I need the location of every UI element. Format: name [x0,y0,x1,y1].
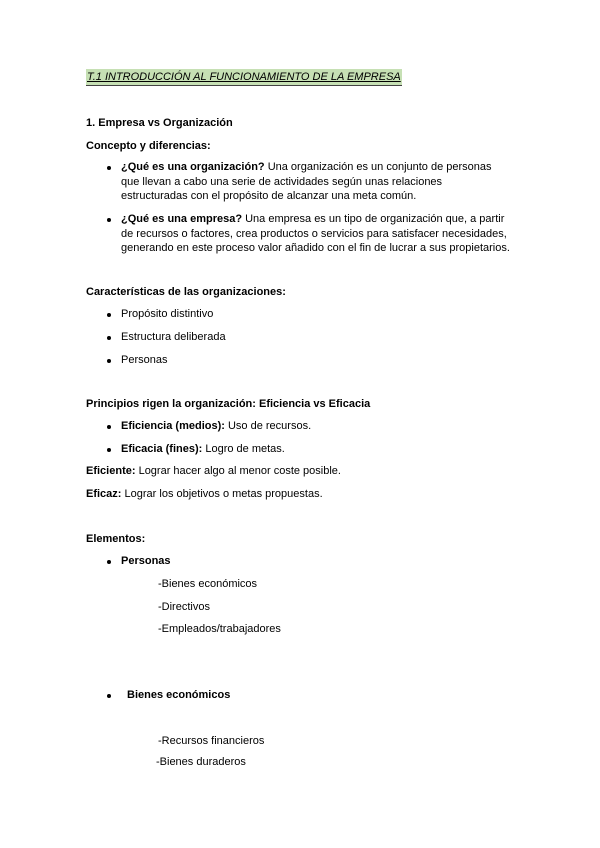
list-item: Propósito distintivo [121,308,214,320]
list-item-company: ¿Qué es una empresa? Una empresa es un tipo de organización que, a partir de recursos o factores, crea productos o servicios para satisfacer necesidades, generando en este proceso valor añadido con el fin de lucrar a sus propietarios. [121,213,510,254]
subheading-characteristics: Características de las organizaciones: [86,286,286,298]
list-item: Personas [121,354,168,366]
subheading-principles: Principios rigen la organización: Eficiencia vs Eficacia [86,398,371,410]
bullet-icon [107,336,111,340]
document-title: T.1 INTRODUCCIÓN AL FUNCIONAMIENTO DE LA EMPRESA [86,69,402,86]
bullet-icon [107,560,111,564]
term: ¿Qué es una organización? [121,161,265,173]
bullet-icon [107,694,111,698]
bullet-icon [107,359,111,363]
definition-efficient: Eficiente: Lograr hacer algo al menor coste posible. [86,465,341,477]
section-heading: 1. Empresa vs Organización [86,117,233,129]
list-item-efficacy: Eficacia (fines): Logro de metas. [121,443,285,455]
definition-effective: Eficaz: Lograr los objetivos o metas propuestas. [86,488,323,500]
bullet-icon [107,448,111,452]
sub-item: -Recursos financieros [158,735,265,747]
element-group-label: Personas [121,555,171,567]
element-group-label: Bienes económicos [127,689,231,701]
sub-item: -Bienes duraderos [156,756,246,768]
bullet-icon [107,218,111,222]
sub-item: -Empleados/trabajadores [158,623,281,635]
list-item-organization: ¿Qué es una organización? Una organización es un conjunto de personas que llevan a cabo una serie de actividades según unas relaciones estructuradas con el propósito de alcanzar una meta común. [121,161,492,202]
subheading-concepts: Concepto y diferencias: [86,140,211,152]
sub-item: -Bienes económicos [158,578,258,590]
bullet-icon [107,166,111,170]
bullet-icon [107,313,111,317]
subheading-elements: Elementos: [86,533,146,545]
bullet-icon [107,425,111,429]
list-item-efficiency: Eficiencia (medios): Uso de recursos. [121,420,312,432]
list-item: Estructura deliberada [121,331,226,343]
term: ¿Qué es una empresa? [121,213,243,225]
sub-item: -Directivos [158,601,210,613]
